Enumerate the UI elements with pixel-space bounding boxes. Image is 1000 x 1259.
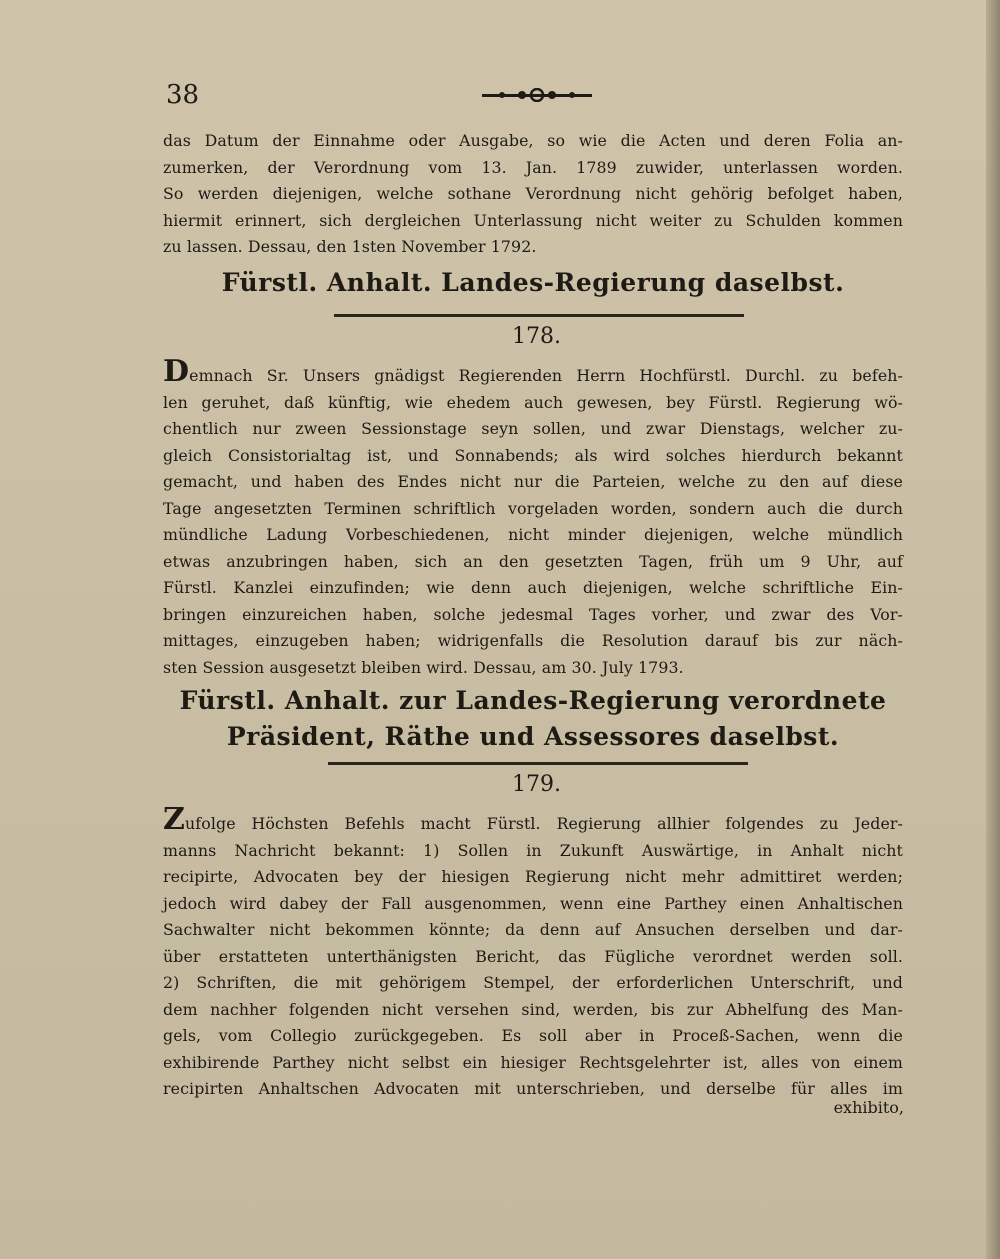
text-line: len geruhet, daß künftig, wie ehedem auch gewesen, bey Fürstl. Regierung wö- <box>163 392 903 412</box>
text-line: gleich Consistorialtag ist, und Sonnabends; als wird solches hierdurch bekannt <box>163 445 903 465</box>
text-line: exhibirende Parthey nicht selbst ein hiesiger Rechtsgelehrter ist, alles von einem <box>163 1052 903 1072</box>
text-line: zu lassen. Dessau, den 1sten November 1792. <box>163 237 537 256</box>
section-divider <box>328 762 748 765</box>
text-line: bringen einzureichen haben, solche jedesmal Tages vorher, und zwar des Vor- <box>163 604 903 624</box>
text-line: jedoch wird dabey der Fall ausgenommen, wenn eine Parthey einen Anhaltischen <box>163 893 903 913</box>
text-line: gemacht, und haben des Endes nicht nur die Parteien, welche zu den auf diese <box>163 472 903 491</box>
page-edge-shadow <box>986 0 1000 1259</box>
signature-line-1: Fürstl. Anhalt. zur Landes-Regierung verordnete <box>179 686 887 715</box>
text-line-rest: emnach Sr. Unsers gnädigst Regierenden Herrn Hochfürstl. Durchl. zu befeh- <box>189 366 903 385</box>
page-header <box>162 80 902 120</box>
text-line: etwas anzubringen haben, sich an den gesetzten Tagen, früh um 9 Uhr, auf <box>163 551 903 571</box>
section-179 <box>163 802 903 1103</box>
page-number: 38 <box>166 80 200 110</box>
text-line: Tage angesetzten Terminen schriftlich vorgeladen worden, sondern auch die durch <box>163 498 903 518</box>
drop-cap: Z <box>163 802 185 837</box>
text-line: mittages, einzugeben haben; widrigenfalls die Resolution darauf bis zur näch- <box>163 631 903 650</box>
text-line: manns Nachricht bekannt: 1) Sollen in Zukunft Auswärtige, in Anhalt nicht <box>163 840 903 860</box>
text-line: hiermit erinnert, sich dergleichen Unterlassung nicht weiter zu Schulden kommen <box>163 210 903 230</box>
text-line: recipirte, Advocaten bey der hiesigen Regierung nicht mehr admittiret werden; <box>163 867 903 886</box>
section-178 <box>163 354 903 755</box>
text-line: gels, vom Collegio zurückgegeben. Es soll aber in Proceß-Sachen, wenn die <box>163 1026 903 1045</box>
drop-cap: D <box>163 354 190 389</box>
section-number-179: 179. <box>512 772 561 797</box>
text-line: Sachwalter nicht bekommen könnte; da denn auf Ansuchen derselben und dar- <box>163 920 903 939</box>
text-line <box>163 354 903 390</box>
text-line: So werden diejenigen, welche sothane Verordnung nicht gehörig befolget haben, <box>163 184 903 203</box>
text-line <box>163 802 903 838</box>
signature: Fürstl. Anhalt. Landes-Regierung daselbst. <box>221 267 845 297</box>
section-divider <box>334 314 744 317</box>
catchword: exhibito, <box>833 1098 904 1117</box>
text-line: mündliche Ladung Vorbeschiedenen, nicht minder diejenigen, welche mündlich <box>163 525 903 544</box>
text-line: sten Session ausgesetzt bleiben wird. Dessau, am 30. July 1793. <box>163 657 684 677</box>
section-number-178: 178. <box>512 324 561 349</box>
signature-line-2: Präsident, Räthe und Assessores daselbst. <box>226 722 840 751</box>
text-line: das Datum der Einnahme oder Ausgabe, so wie die Acten und deren Folia an- <box>163 131 903 150</box>
text-line: Fürstl. Kanzlei einzufinden; wie denn auch diejenigen, welche schriftliche Ein- <box>163 578 903 597</box>
text-line-rest: ufolge Höchsten Befehls macht Fürstl. Regierung allhier folgendes zu Jeder- <box>185 814 903 833</box>
printer-ornament-icon <box>482 88 592 102</box>
text-line: recipirten Anhaltschen Advocaten mit unterschrieben, und derselbe für alles im <box>163 1079 903 1098</box>
text-line: über erstatteten unterthänigsten Bericht, das Fügliche verordnet werden soll. <box>163 946 903 966</box>
text-line: chentlich nur zween Sessionstage seyn sollen, und zwar Dienstags, welcher zu- <box>163 419 903 438</box>
text-line: 2) Schriften, die mit gehörigem Stempel, der erforderlichen Unterschrift, und <box>163 973 903 992</box>
text-line: dem nachher folgenden nicht versehen sind, werden, bis zur Abhelfung des Man- <box>163 999 903 1019</box>
section-continuation <box>163 128 903 301</box>
text-line: zumerken, der Verordnung vom 13. Jan. 1789 zuwider, unterlassen worden. <box>163 157 903 177</box>
